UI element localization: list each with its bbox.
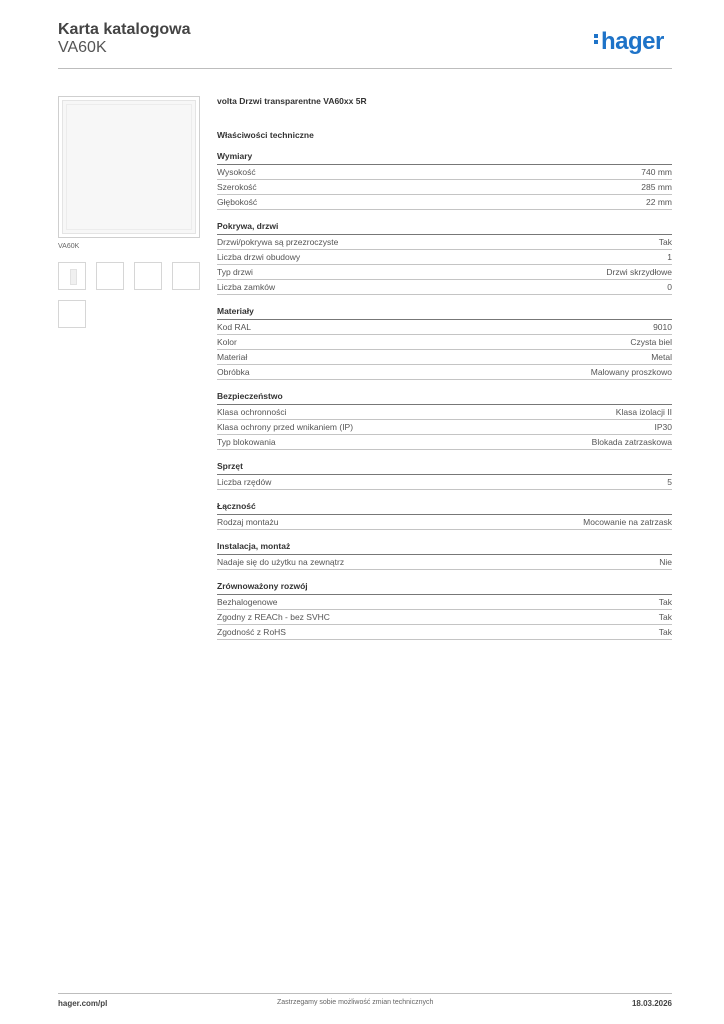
spec-group	[217, 220, 672, 295]
spec-value: Drzwi skrzydłowe	[606, 267, 672, 277]
spec-label: Głębokość	[217, 197, 258, 207]
spec-value: Nie	[659, 557, 672, 567]
spec-value: Tak	[658, 612, 672, 622]
group-title: Zrównoważony rozwój	[217, 580, 672, 595]
group-title: Sprzęt	[217, 460, 672, 475]
image-caption: VA60K	[58, 243, 80, 250]
thumbnail-5[interactable]	[58, 300, 86, 328]
door-picture	[62, 100, 196, 234]
spec-row	[217, 420, 672, 435]
group-title: Materiały	[217, 305, 672, 320]
spec-value: Malowany proszkowo	[590, 367, 672, 377]
spec-row	[217, 610, 672, 625]
spec-row	[217, 165, 672, 180]
spec-value: 5	[667, 477, 672, 487]
spec-label: Zgodny z REACh - bez SVHC	[217, 612, 330, 622]
spec-value: IP30	[654, 422, 672, 432]
group-title: Wymiary	[217, 150, 672, 165]
header-divider	[58, 68, 672, 69]
spec-group	[217, 150, 672, 210]
spec-row	[217, 250, 672, 265]
spec-value: 0	[667, 282, 672, 292]
section-heading: Właściwości techniczne	[217, 130, 314, 140]
spec-row	[217, 180, 672, 195]
spec-label: Rodzaj montażu	[217, 517, 279, 527]
spec-groups	[217, 150, 672, 640]
footer-notice: Zastrzegamy sobie możliwość zmian technicznych	[277, 999, 434, 1006]
spec-label: Kolor	[217, 337, 237, 347]
spec-group	[217, 580, 672, 640]
spec-label: Klasa ochronności	[217, 407, 287, 417]
spec-label: Zgodność z RoHS	[217, 627, 286, 637]
spec-value: Klasa izolacji II	[615, 407, 672, 417]
spec-row	[217, 475, 672, 490]
footer-divider	[58, 993, 672, 994]
spec-row	[217, 595, 672, 610]
spec-label: Kod RAL	[217, 322, 252, 332]
spec-label: Liczba drzwi obudowy	[217, 252, 301, 262]
footer-website[interactable]: hager.com/pl	[58, 999, 108, 1008]
spec-label: Liczba rzędów	[217, 477, 272, 487]
spec-value: Tak	[658, 237, 672, 247]
spec-row	[217, 435, 672, 450]
spec-label: Bezhalogenowe	[217, 597, 278, 607]
spec-row	[217, 320, 672, 335]
group-title: Pokrywa, drzwi	[217, 220, 672, 235]
spec-row	[217, 405, 672, 420]
spec-row	[217, 280, 672, 295]
spec-value: 740 mm	[641, 167, 672, 177]
spec-row	[217, 350, 672, 365]
spec-label: Wysokość	[217, 167, 256, 177]
spec-label: Drzwi/pokrywa są przezroczyste	[217, 237, 339, 247]
spec-group	[217, 500, 672, 530]
thumbnail-2[interactable]	[96, 262, 124, 290]
spec-group	[217, 390, 672, 450]
spec-row	[217, 365, 672, 380]
spec-label: Liczba zamków	[217, 282, 276, 292]
spec-value: Mocowanie na zatrzask	[583, 517, 672, 527]
spec-value: 9010	[653, 322, 672, 332]
product-main-image[interactable]	[58, 96, 200, 238]
spec-value: Blokada zatrzaskowa	[591, 437, 672, 447]
spec-value: Metal	[651, 352, 672, 362]
spec-row	[217, 195, 672, 210]
spec-label: Typ drzwi	[217, 267, 253, 277]
spec-label: Klasa ochrony przed wnikaniem (IP)	[217, 422, 354, 432]
spec-value: 285 mm	[641, 182, 672, 192]
spec-group	[217, 305, 672, 380]
thumbnail-4[interactable]	[172, 262, 200, 290]
spec-row	[217, 265, 672, 280]
spec-row	[217, 625, 672, 640]
group-title: Łączność	[217, 500, 672, 515]
group-title: Bezpieczeństwo	[217, 390, 672, 405]
spec-label: Szerokość	[217, 182, 257, 192]
page-title: Karta katalogowa	[58, 21, 191, 38]
thumbnail-3[interactable]	[134, 262, 162, 290]
product-code: VA60K	[58, 39, 107, 56]
logo-dots-icon	[594, 32, 599, 46]
spec-label: Obróbka	[217, 367, 250, 377]
logo-text: hager	[601, 28, 664, 55]
spec-value: Czysta biel	[630, 337, 672, 347]
spec-value: Tak	[658, 627, 672, 637]
spec-group	[217, 460, 672, 490]
hager-logo	[594, 28, 664, 56]
spec-row	[217, 335, 672, 350]
spec-group	[217, 540, 672, 570]
spec-value: 22 mm	[646, 197, 672, 207]
spec-value: 1	[667, 252, 672, 262]
product-name: volta Drzwi transparentne VA60xx 5R	[217, 96, 367, 106]
group-title: Instalacja, montaż	[217, 540, 672, 555]
spec-value: Tak	[658, 597, 672, 607]
spec-row	[217, 515, 672, 530]
spec-label: Nadaje się do użytku na zewnątrz	[217, 557, 345, 567]
spec-row	[217, 555, 672, 570]
spec-content	[217, 96, 672, 640]
thumbnail-1[interactable]	[58, 262, 86, 290]
spec-row	[217, 235, 672, 250]
spec-label: Typ blokowania	[217, 437, 276, 447]
spec-label: Materiał	[217, 352, 248, 362]
footer-date: 18.03.2026	[631, 999, 672, 1008]
